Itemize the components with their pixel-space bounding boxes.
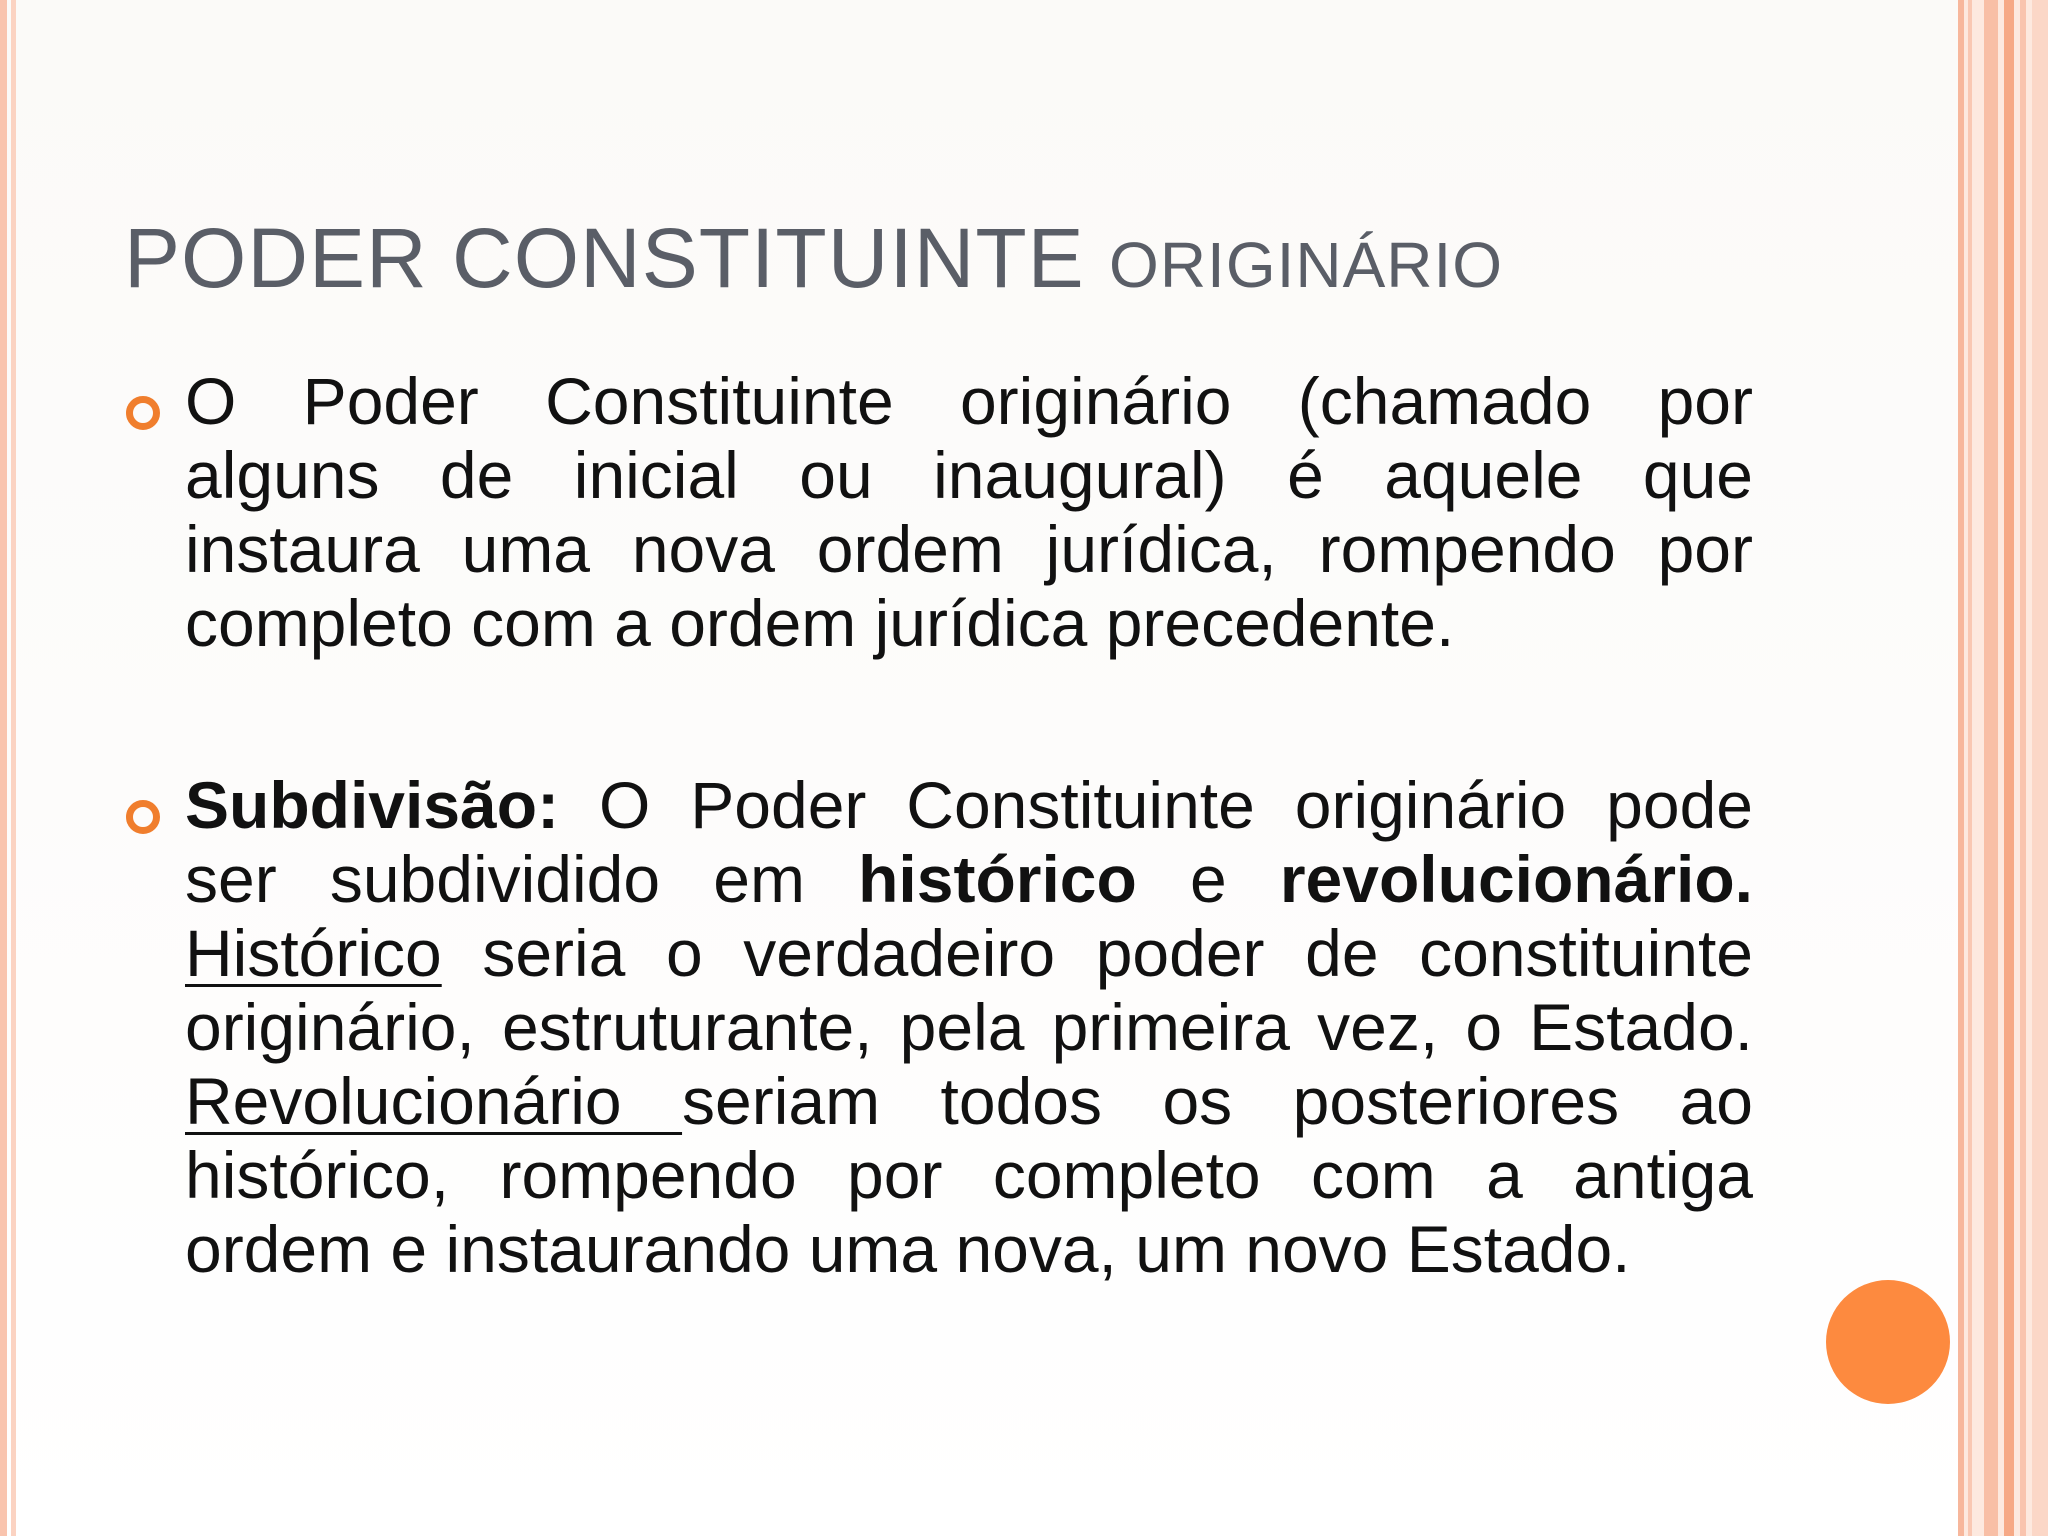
text-line: alguns de inicial ou inaugural) é aquele que xyxy=(185,438,1753,512)
text-run: ser subdividido em xyxy=(185,842,859,916)
decorative-orange-circle xyxy=(1826,1280,1950,1404)
bold-term: revolucionário. xyxy=(1279,842,1753,916)
left-border-stripe xyxy=(0,0,7,1536)
right-border-stripe xyxy=(2004,0,2014,1536)
text-line: ordem e instaurando uma nova, um novo Estado. xyxy=(185,1212,1631,1286)
bullet-marker-icon xyxy=(126,396,160,430)
text-line: originário, estruturante, pela primeira vez, o Estado. xyxy=(185,990,1753,1064)
underlined-term: Revolucionário xyxy=(185,1064,683,1138)
text-line xyxy=(185,916,1753,990)
text-line: O Poder Constituinte originário (chamado por xyxy=(185,364,1753,438)
text-line xyxy=(185,768,1753,842)
bullet-paragraph-2 xyxy=(185,768,1753,1286)
text-run: seriam todos os posteriores ao xyxy=(682,1064,1753,1138)
left-border-stripe xyxy=(11,0,16,1536)
text-run: e xyxy=(1136,842,1280,916)
text-run: O Poder Constituinte originário pode xyxy=(559,768,1753,842)
underlined-term: Histórico xyxy=(185,916,442,990)
title-main: PODER CONSTITUINTE xyxy=(124,211,1085,305)
slide-title xyxy=(124,210,1503,307)
text-line xyxy=(185,842,1753,916)
right-border-stripe xyxy=(1968,0,1972,1536)
bullet-marker-icon xyxy=(126,800,160,834)
bold-term: Subdivisão: xyxy=(185,768,560,842)
bold-term: histórico xyxy=(858,842,1137,916)
text-line: completo com a ordem jurídica precedente. xyxy=(185,586,1455,660)
right-border-stripe xyxy=(2020,0,2026,1536)
text-line: instaura uma nova ordem jurídica, rompendo por xyxy=(185,512,1753,586)
text-line: histórico, rompendo por completo com a antiga xyxy=(185,1138,1753,1212)
text-run: seria o verdadeiro poder de constituinte xyxy=(441,916,1753,990)
text-line xyxy=(185,1064,1753,1138)
right-border-stripe xyxy=(1984,0,1998,1536)
bullet-paragraph-1 xyxy=(185,364,1753,660)
title-small-caps: ORIGINÁRIO xyxy=(1109,229,1504,301)
right-border-stripe xyxy=(2032,0,2048,1536)
right-border-stripe xyxy=(1958,0,1964,1536)
